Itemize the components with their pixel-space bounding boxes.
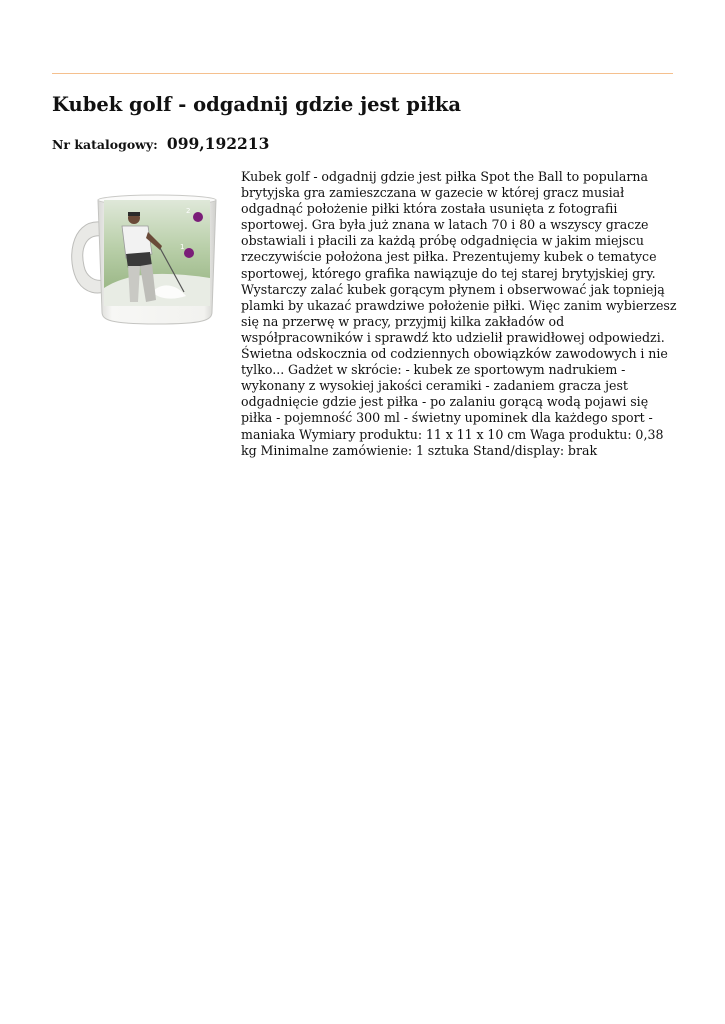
product-description: Kubek golf - odgadnij gdzie jest piłka Spot the Ball to popularna brytyjska gra zamieszczana w gazecie w której gracz musiał odgadnąć położenie piłki która została usunięta z fotografii sportowej. Gra była już znana w latach 70 i 80 a wszyscy gracze obstawiali i płacili za każdą próbę odgadnięcia w jakim miejscu rzeczywiście położona jest piłka. Prezentujemy kubek o tematyce sportowej, którego grafika nawiązuje do tej starej brytyjskiej gry. Wystarczy zalać kubek gorącym płynem i obserwować jak topnieją plamki by ukazać prawdziwe położenie piłki. Więc zanim wybierzesz się na przerwę w pracy, przyjmij kilka zakładów od współpracowników i sprawdź kto udzielił prawidłowej odpowiedzi. Świetna odskocznia od codziennych obowiązków zawodowych i nie tylko... Gadżet w skrócie: - kubek ze sportowym nadrukiem - wykonany z wysokiej jakości ceramiki - zadaniem gracza jest odgadnięcie gdzie jest piłka - po zalaniu gorącą wodą pojawi się piłka - pojemność 300 ml - świetny upominek dla każdego sport - maniaka Wymiary produktu: 11 x 11 x 10 cm Waga produktu: 0,38 kg Minimalne zamówienie: 1 sztuka Stand/display: brak bbox=[241, 169, 677, 458]
marker-label-1: 1 bbox=[180, 243, 185, 251]
header-divider bbox=[52, 73, 673, 74]
marker-label-2: 2 bbox=[186, 207, 191, 215]
golf-mug-image bbox=[56, 170, 226, 350]
page-title: Kubek golf - odgadnij gdzie jest piłka bbox=[52, 93, 461, 116]
catalog-number: 099,192213 bbox=[166, 134, 270, 153]
catalog-label: Nr katalogowy: bbox=[52, 137, 158, 152]
catalog-line bbox=[52, 134, 269, 155]
